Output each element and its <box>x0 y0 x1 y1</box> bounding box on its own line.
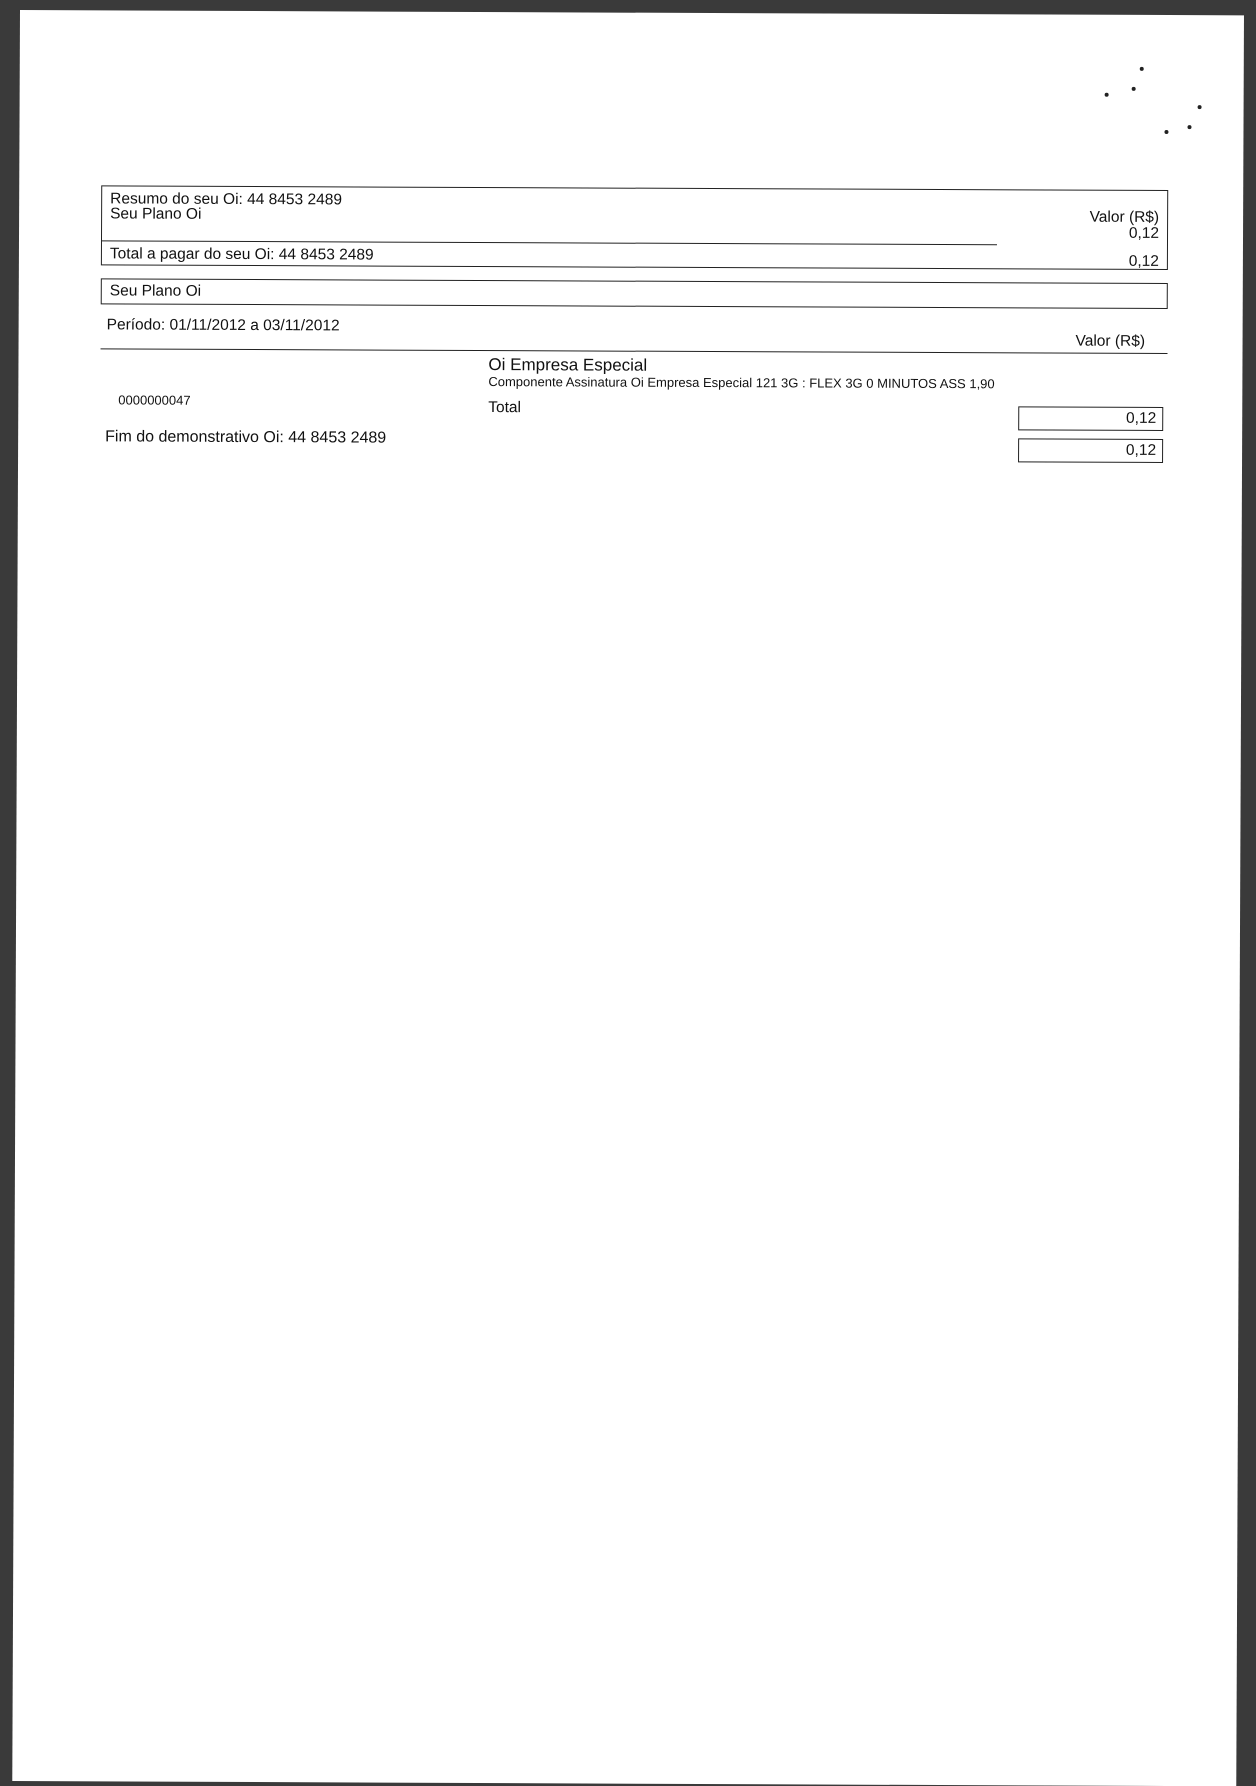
detail-divider <box>101 348 1168 354</box>
detail-total-label: Total <box>488 399 522 417</box>
product-name: Oi Empresa Especial <box>488 355 648 375</box>
scan-speck <box>1140 67 1144 71</box>
scan-speck <box>1132 87 1136 91</box>
summary-divider <box>102 240 997 245</box>
component-description: Componente Assinatura Oi Empresa Especial 121 3G : FLEX 3G 0 MINUTOS ASS 1,90 <box>488 374 995 392</box>
summary-total-label: Total a pagar do seu Oi: 44 8453 2489 <box>109 245 374 264</box>
scan-speck <box>1187 125 1191 129</box>
detail-valor-header: Valor (R$) <box>1075 332 1146 350</box>
scan-speck <box>1105 93 1109 97</box>
summary-title: Resumo do seu Oi: 44 8453 2489 <box>110 190 343 209</box>
summary-total-value: 0,12 <box>1128 252 1159 270</box>
period-label: Período: 01/11/2012 a 03/11/2012 <box>106 316 340 335</box>
summary-valor-header: Valor (R$) <box>1089 208 1160 226</box>
summary-plan-value: 0,12 <box>1128 224 1160 242</box>
scan-speck <box>1198 105 1202 109</box>
summary-box <box>101 185 1168 270</box>
item-code: 0000000047 <box>118 392 191 408</box>
plan-section-title: Seu Plano Oi <box>109 282 202 300</box>
line-value-box: 0,12 <box>1018 406 1163 431</box>
scan-speck <box>1164 130 1168 134</box>
end-of-statement-label: Fim do demonstrativo Oi: 44 8453 2489 <box>105 428 387 447</box>
summary-plan-label: Seu Plano Oi <box>110 205 202 223</box>
total-value-box: 0,12 <box>1018 438 1163 463</box>
document-page <box>12 10 1244 1786</box>
plan-section-header <box>101 278 1168 309</box>
